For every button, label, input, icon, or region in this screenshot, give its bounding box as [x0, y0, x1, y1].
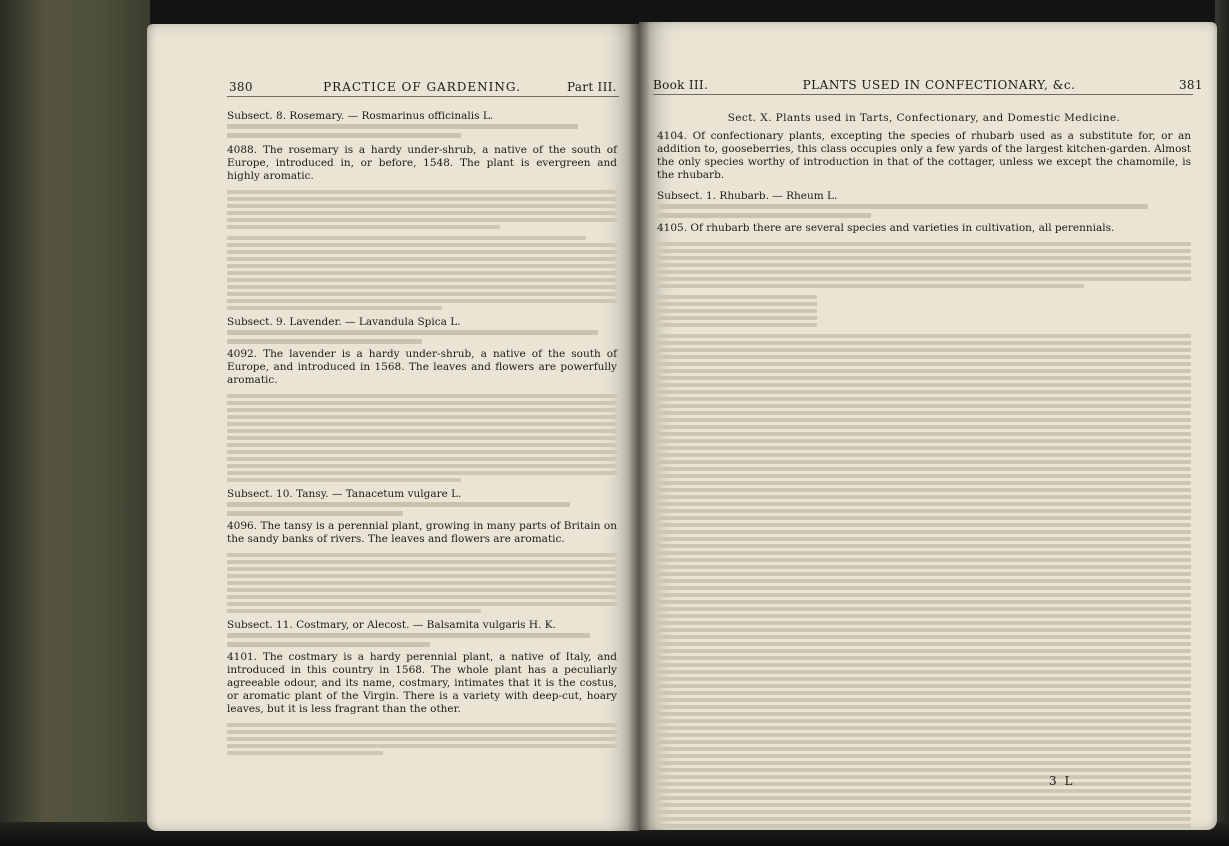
subsection-heading: Subsect. 10. Tansy. — Tanacetum vulgare L.: [227, 488, 462, 500]
left-page-number: 380: [229, 80, 253, 94]
footer-signature: 3 L: [1049, 774, 1075, 788]
section-heading: Sect. X. Plants used in Tarts, Confectionary, and Domestic Medicine.: [727, 112, 1121, 124]
right-page: [639, 22, 1217, 830]
subsection-heading: Subsect. 11. Costmary, or Alecost. — Balsamita vulgaris H. K.: [227, 619, 556, 631]
left-part-label: Part III.: [567, 80, 617, 94]
left-running-title: PRACTICE OF GARDENING.: [323, 80, 521, 94]
paragraph-4101: 4101. The costmary is a hardy perennial plant, a native of Italy, and introduced in this country in 1568. The whole plant has a peculiarly agreeable odour, and its name, costmary, intimates that it is the costus, or aromatic plant of the Virgin. There is a variety with deep-cut, hoary leaves, but it is less fragrant than the other.: [227, 651, 617, 715]
right-page-number: 381: [1179, 78, 1203, 92]
paragraph-4104: 4104. Of confectionary plants, excepting the species of rhubarb used as a substitute for, or an addition to, gooseberries, this class occupies only a few yards of the largest kitchen-garden. Almost the only species worthy of introduction in that of the cottager, unless we except the chamomile, is the rhubarb.: [657, 130, 1191, 181]
subsection-heading: Subsect. 9. Lavender. — Lavandula Spica L.: [227, 316, 461, 328]
header-rule: [227, 96, 619, 97]
paragraph-4105: 4105. Of rhubarb there are several species and varieties in cultivation, all perennials.: [657, 222, 1115, 234]
subsection-heading: Subsect. 1. Rhubarb. — Rheum L.: [657, 190, 838, 202]
left-page: [147, 24, 639, 831]
book-cover-right: [1215, 0, 1229, 846]
paragraph-4096: 4096. The tansy is a perennial plant, growing in many parts of Britain on the sandy banks of rivers. The leaves and flowers are aromatic.: [227, 520, 617, 545]
left-text-column: [227, 110, 617, 758]
right-book-label: Book III.: [653, 78, 709, 92]
subsection-heading: Subsect. 8. Rosemary. — Rosmarinus officinalis L.: [227, 110, 494, 122]
paragraph-4088: 4088. The rosemary is a hardy under-shrub, a native of the south of Europe, introduced in, or before, 1548. The plant is evergreen and highly aromatic.: [227, 144, 617, 182]
paragraph-4092: 4092. The lavender is a hardy under-shrub, a native of the south of Europe, and introduced in 1568. The leaves and flowers are powerfully aromatic.: [227, 348, 617, 386]
header-rule: [653, 94, 1193, 95]
right-text-column: [657, 108, 1191, 830]
right-running-title: PLANTS USED IN CONFECTIONARY, &c.: [802, 78, 1076, 92]
book-cover-left: [0, 0, 150, 846]
